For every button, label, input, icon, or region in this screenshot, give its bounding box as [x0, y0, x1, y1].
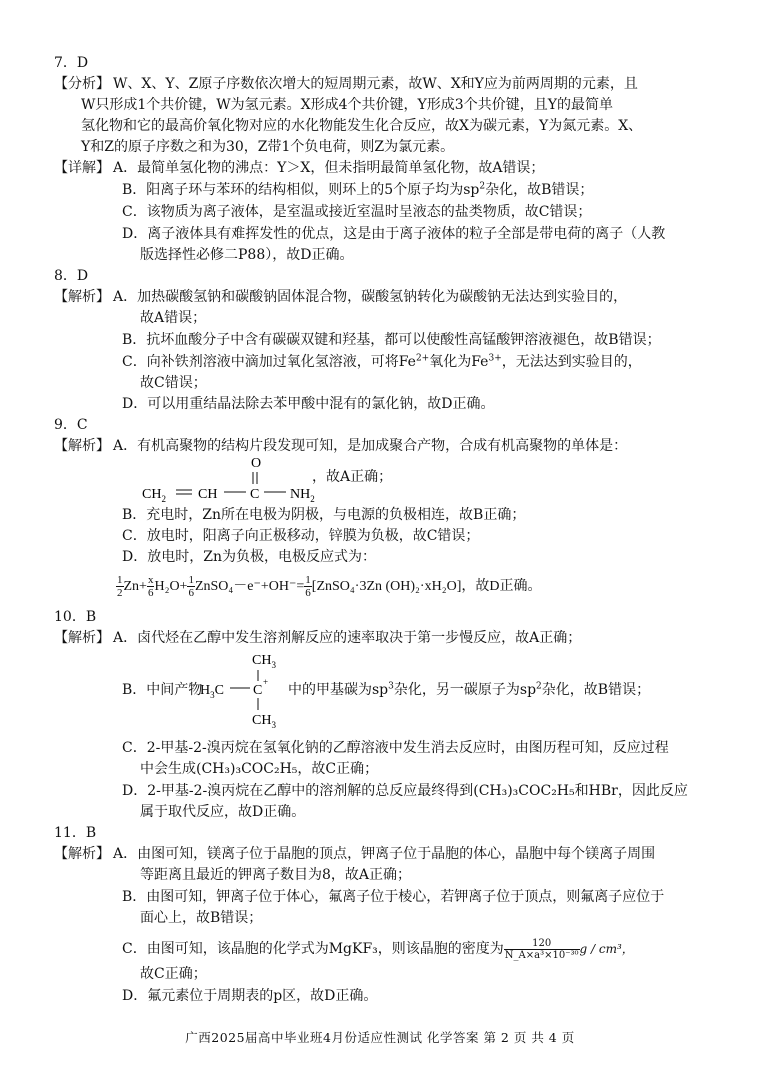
q7-option-b: B．阳离子环与苯环的结构相似，则环上的5个原子均为$sp^2$杂化，故B错误； — [122, 181, 594, 198]
q10-number: 10．B — [54, 609, 97, 625]
q9-option-d: D．放电时，Zn为负极，电极反应式为： — [122, 549, 376, 565]
q10-option-a: A．卤代烃在乙醇中发生溶剂解反应的速率取决于第一步慢反应，故A正确； — [113, 630, 582, 646]
q9-option-b: B．充电时，Zn所在电极为阴极，与电源的负极相连，故B正确； — [122, 507, 526, 523]
tert-butyl-cation — [198, 648, 288, 734]
q9-number: 9．C — [54, 417, 88, 433]
q11-option-a-line-1: A．由图可知，镁离子位于晶胞的顶点，钾离子位于晶胞的体心，晶胞中每个镁离子周围 — [113, 846, 656, 862]
q10-option-c-line-2: 中会生成(CH₃)₃COC₂H₅，故C正确； — [140, 761, 379, 777]
q7-analysis-line-4: Y和Z的原子序数之和为30，Z带1个负电荷，则Z为氯元素。 — [81, 139, 455, 155]
fraction-1: $\frac{1}{2}$ — [117, 574, 123, 600]
q8-option-c-line-2: 故C错误； — [140, 375, 207, 391]
cation-charge: + — [263, 677, 269, 687]
q11-tag: 【解析】 — [54, 846, 110, 862]
q11-option-b-line-2: 面心上，故B错误； — [140, 910, 263, 926]
q8-option-d: D．可以用重结晶法除去苯甲酸中混有的氯化钠，故D正确。 — [122, 396, 495, 412]
q11-option-b-line-1: B．由图可知，钾离子位于体心，氟离子位于棱心，若钾离子位于顶点，则氟离子应位于 — [122, 889, 665, 905]
q7-analysis-line-1: W、X、Y、Z原子序数依次增大的短周期元素，故W、X和Y应为前两周期的元素，且 — [113, 76, 638, 92]
q8-option-c-line-1: C．向补铁剂溶液中滴加过氧化氢溶液，可将$Fe^{2+}$氧化为$Fe^{3+}$，无法达到实验目的， — [122, 353, 642, 370]
fraction-3: $\frac{1}{6}$ — [188, 574, 194, 600]
q10-option-b-label: B．中间产物 — [122, 682, 203, 698]
q9-electrode-equation: $\frac{1}{2}$ Zn+ $\frac{x}{6}$ H₂O+ $\frac{1}{6}$ ZnSO₄－e⁻+OH⁻= $\frac{1}{6}$ [ZnSO₄·3Zn (OH)₂·xH₂O]，故D正确。 — [117, 574, 542, 600]
fraction-2: $\frac{x}{6}$ — [147, 574, 154, 600]
q11-number: 11．B — [54, 825, 97, 841]
q7-number: 7．D — [54, 55, 89, 71]
page-footer: 广西2025届高中毕业班4月份适应性测试 化学答案 第 2 页 共 4 页 — [185, 1030, 575, 1045]
q11-option-a-line-2: 等距离且最近的钾离子数目为8，故A正确； — [140, 867, 412, 883]
monomer-nh2: $NH_2$ — [290, 487, 315, 504]
q8-option-a-line-1: A．加热碳酸氢钠和碳酸钠固体混合物，碳酸氢钠转化为碳酸钠无法达到实验目的， — [113, 289, 628, 305]
density-fraction: $\frac{120}{\text{N\_A×a³×10⁻³⁰}}$ — [504, 937, 579, 961]
q9-tag: 【解析】 — [54, 438, 110, 454]
cation-h3c: $H_3C$ — [200, 683, 224, 700]
q8-number: 8．D — [54, 268, 89, 284]
q10-option-d-line-1: D．2-甲基-2-溴丙烷在乙醇中的溶剂解的总反应最终得到(CH₃)₃COC₂H₅和HBr，因此反应 — [122, 783, 688, 799]
q7-option-d-line-1: D．离子液体具有难挥发性的优点，这是由于离子液体的粒子全部是带电荷的离子（人教 — [122, 226, 666, 242]
q7-option-a: A．最简单氢化物的沸点：Y＞X，但未指明最简单氢化物，故A错误； — [113, 160, 545, 176]
q10-option-c-line-1: C．2-甲基-2-溴丙烷在氢氧化钠的乙醇溶液中发生消去反应时，由图历程可知，反应过程 — [122, 740, 669, 756]
monomer-carbon: C — [250, 487, 260, 502]
q10-option-d-line-2: 属于取代反应，故D正确。 — [140, 804, 306, 820]
q11-option-c-line-1: C．由图可知，该晶胞的化学式为MgKF₃，则该晶胞的密度为 $\frac{120}{\text{N\_A×a³×10⁻³⁰}}$ g / cm³， — [122, 937, 634, 961]
q11-option-c-line-2: 故C正确； — [140, 966, 207, 982]
q8-option-a-line-2: 故A错误； — [140, 310, 207, 326]
monomer-ch2: $CH_2$ — [142, 487, 166, 504]
q10-tag: 【解析】 — [54, 630, 110, 646]
monomer-structure — [140, 452, 340, 508]
q11-option-d: D．氟元素位于周期表的p区，故D正确。 — [122, 988, 378, 1004]
q7-detail-tag: 【详解】 — [54, 160, 110, 176]
q10-option-b-text: 中的甲基碳为$sp^3$杂化，另一碳原子为$sp^2$杂化，故B错误； — [288, 681, 651, 698]
q7-analysis-line-3: 氢化物和它的最高价氧化物对应的水化物能发生化合反应，故X为碳元素，Y为氮元素。X、 — [81, 118, 643, 134]
q7-analysis-line-2: W只形成1个共价键，W为氢元素。X形成4个共价键，Y形成3个共价键，且Y的最简单 — [81, 97, 613, 113]
q7-analysis-tag: 【分析】 — [54, 76, 110, 92]
cation-ch3-bottom: $CH_3$ — [252, 713, 276, 730]
q9-option-a-tail: ，故A正确； — [312, 469, 393, 485]
monomer-ch: CH — [198, 487, 218, 502]
q8-tag: 【解析】 — [54, 289, 110, 305]
q9-option-a: A．有机高聚物的结构片段发现可知，是加成聚合产物，合成有机高聚物的单体是： — [113, 438, 628, 454]
q7-option-d-line-2: 版选择性必修二P88），故D正确。 — [140, 247, 354, 263]
cation-ch3-top: $CH_3$ — [252, 653, 276, 670]
q7-option-c: C．该物质为离子液体，是室温或接近室温时呈液态的盐类物质，故C错误； — [122, 204, 592, 220]
monomer-oxygen: O — [251, 456, 262, 471]
q9-option-c: C．放电时，阳离子向正极移动，锌膜为负极，故C错误； — [122, 528, 480, 544]
cation-carbon: C — [253, 683, 263, 698]
q8-option-b: B．抗坏血酸分子中含有碳碳双键和羟基，都可以使酸性高锰酸钾溶液褪色，故B错误； — [122, 332, 661, 348]
fraction-4: $\frac{1}{6}$ — [305, 574, 311, 600]
